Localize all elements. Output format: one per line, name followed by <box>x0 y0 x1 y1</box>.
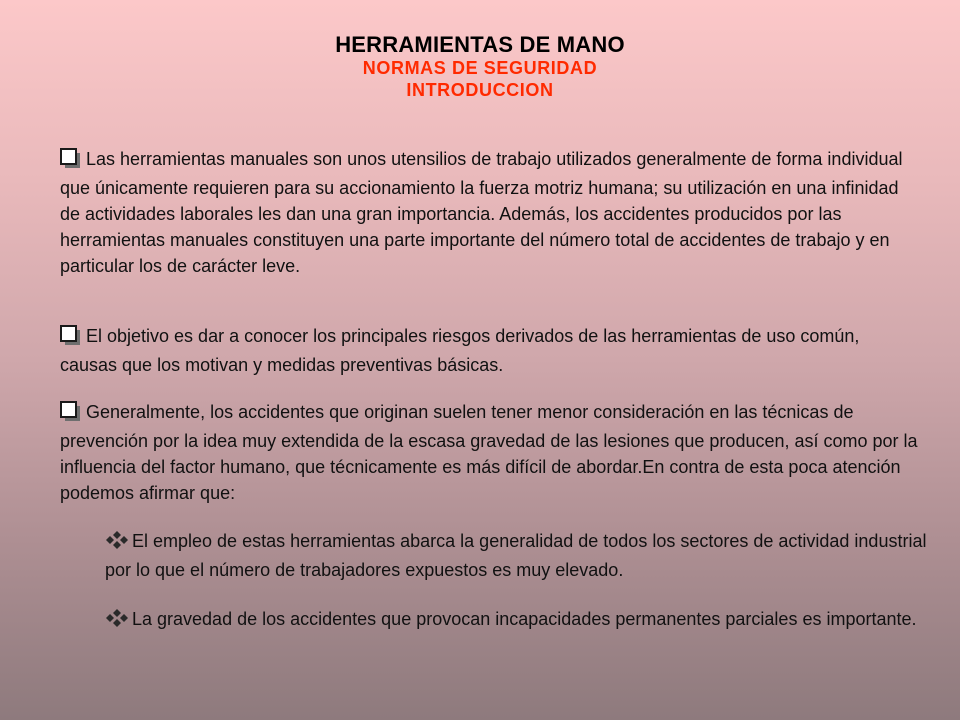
diamond-cluster-bullet-icon <box>105 608 129 635</box>
sub-point-item <box>105 528 930 583</box>
paragraph-text: Generalmente, los accidentes que originan suelen tener menor consideración en las técnicas de prevención por la idea muy extendida de la escasa gravedad de las lesiones que producen, así como por la influencia del factor humano, que técnicamente es más difícil de abordar.En contra de esta poca atención podemos afirmar que: <box>60 402 918 503</box>
diamond-cluster-bullet-icon <box>105 530 129 557</box>
sub-point-text: El empleo de estas herramientas abarca la generalidad de todos los sectores de actividad industrial por lo que el número de trabajadores expuestos es muy elevado. <box>105 531 927 580</box>
paragraph-text: El objetivo es dar a conocer los principales riesgos derivados de las herramientas de uso común, causas que los motivan y medidas preventivas básicas. <box>60 326 860 375</box>
sub-point-text: La gravedad de los accidentes que provocan incapacidades permanentes parciales es importante. <box>132 609 917 629</box>
sub-point-item <box>105 606 930 635</box>
square-bullet-icon <box>60 401 84 428</box>
square-bullet-icon <box>60 325 84 352</box>
heading-block <box>0 32 960 101</box>
slide-subtitle: NORMAS DE SEGURIDAD <box>362 58 598 78</box>
section-heading: INTRODUCCION <box>406 80 554 100</box>
slide-title: HERRAMIENTAS DE MANO <box>335 32 625 57</box>
paragraph-item <box>60 146 920 279</box>
square-bullet-icon <box>60 148 84 175</box>
paragraph-item <box>60 399 920 506</box>
paragraph-text: Las herramientas manuales son unos utensilios de trabajo utilizados generalmente de forma individual que únicamente requieren para su accionamiento la fuerza motriz humana; su utilización en una infinidad de actividades laborales les dan una gran importancia. Además, los accidentes producidos por las herramientas manuales constituyen una parte importante del número total de accidentes de trabajo y en particular los de carácter leve. <box>60 149 903 276</box>
paragraph-item <box>60 323 920 378</box>
